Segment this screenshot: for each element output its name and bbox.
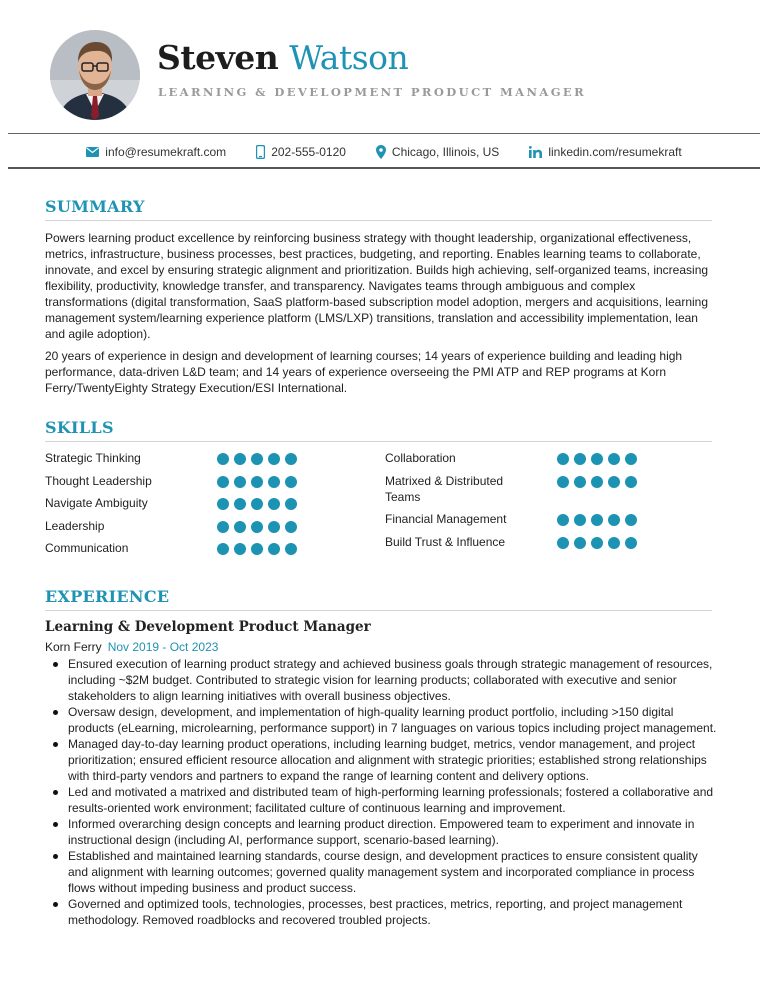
rating-dot	[268, 521, 280, 533]
list-item: Established and maintained learning standards, course design, and development practices to ensure consistent quality and alignment with learning outcomes; governed quality management system and incorporated compliance in process flows without impeding business and product success.	[45, 848, 717, 896]
rating-dot	[217, 498, 229, 510]
rating-dot	[625, 476, 637, 488]
skill-row	[45, 450, 315, 473]
skill-row	[385, 450, 655, 473]
rating-dot	[251, 498, 263, 510]
header-divider-bottom	[8, 167, 760, 169]
location-text: Chicago, Illinois, US	[391, 145, 500, 159]
summary-paragraph-2: 20 years of experience in design and development of learning courses; 14 years of experience building and leading high performance, data-driven L&D team; and 14 years of experience overseeing the PMI ATP and REP programs at Korn Ferry/TwentyEighty Strategy Execution/ESI International.	[45, 349, 683, 395]
rating-dot	[285, 498, 297, 510]
skill-rating	[217, 453, 297, 465]
profile-photo	[50, 30, 140, 120]
rating-dot	[217, 543, 229, 555]
rating-dot	[234, 498, 246, 510]
rating-dot	[217, 521, 229, 533]
skill-rating	[217, 543, 297, 555]
rating-dot	[234, 521, 246, 533]
contact-bar	[0, 140, 768, 164]
list-item: Ensured execution of learning product strategy and achieved business goals through strategic management of resources, including ~$2M budget. Contributed to strategic vision for learning products; collaborated with executive and senior stakeholders to align learning initiatives with overall business objectives.	[45, 656, 717, 704]
rating-dot	[574, 453, 586, 465]
rating-dot	[591, 537, 603, 549]
skill-name: Communication	[45, 541, 129, 555]
linkedin-text: linkedin.com/resumekraft	[548, 145, 682, 159]
skill-name: Collaboration	[385, 451, 456, 465]
rating-dot	[268, 476, 280, 488]
rating-dot	[268, 498, 280, 510]
job-title-header: LEARNING & DEVELOPMENT PRODUCT MANAGER	[158, 85, 587, 99]
skills-heading: SKILLS	[45, 418, 712, 442]
rating-dot	[591, 453, 603, 465]
rating-dot	[234, 476, 246, 488]
job-bullets	[45, 656, 717, 928]
company-name: Korn Ferry	[45, 640, 102, 654]
rating-dot	[268, 453, 280, 465]
skill-row	[385, 473, 655, 512]
first-name: Steven	[157, 38, 279, 77]
rating-dot	[591, 514, 603, 526]
skill-name: Financial Management	[385, 512, 507, 526]
rating-dot	[285, 521, 297, 533]
contact-email[interactable]	[86, 145, 226, 159]
contact-phone[interactable]	[256, 145, 346, 159]
skill-name: Build Trust & Influence	[385, 534, 506, 549]
rating-dot	[625, 537, 637, 549]
rating-dot	[591, 476, 603, 488]
experience-heading: EXPERIENCE	[45, 587, 712, 611]
skill-row	[45, 540, 315, 563]
skill-name: Matrixed & Distributed Teams	[385, 473, 504, 504]
contact-location	[376, 145, 499, 159]
rating-dot	[625, 453, 637, 465]
skill-row	[45, 495, 315, 518]
rating-dot	[557, 537, 569, 549]
rating-dot	[217, 476, 229, 488]
rating-dot	[574, 537, 586, 549]
skills-column-right	[385, 450, 655, 556]
list-item: Informed overarching design concepts and learning product direction. Empowered team to experiment and innovate in instructional design (including AI, performance support, scenario-based learning).	[45, 816, 717, 848]
rating-dot	[251, 543, 263, 555]
rating-dot	[608, 537, 620, 549]
rating-dot	[557, 514, 569, 526]
skill-row	[385, 511, 655, 534]
rating-dot	[625, 514, 637, 526]
rating-dot	[574, 476, 586, 488]
rating-dot	[251, 476, 263, 488]
skill-name: Thought Leadership	[45, 473, 152, 488]
skill-rating	[557, 514, 637, 526]
skill-rating	[557, 453, 637, 465]
rating-dot	[251, 453, 263, 465]
skill-name: Navigate Ambiguity	[45, 496, 148, 510]
rating-dot	[608, 453, 620, 465]
map-pin-icon	[376, 145, 386, 159]
header-divider-top	[8, 133, 760, 134]
phone-text: 202-555-0120	[271, 145, 346, 159]
rating-dot	[251, 521, 263, 533]
summary-paragraph-1: Powers learning product excellence by reinforcing business strategy with thought leadership, organizational effectiveness, metrics, infrastructure, business processes, best practices, budgeting, and reporting. Enables learning teams to collaborate, innovate, and excel by ensuring strategic alignment and prioritization. Builds high achieving, self-organized teams, increasing flexibility, productivity, knowledge transfer, and transparency. Navigates teams through ambiguous and complex transformations (digital transformation, SaaS platform-based subscription model adoption, mergers and acquisitions, learning management system/learning experience platform (LMS/LXP) transitions, translation and accessibility implementation, lean and agile adoption).	[45, 231, 709, 341]
list-item: Oversaw design, development, and implementation of high-quality learning product portfolio, including >150 digital products (eLearning, microlearning, performance support) in 7 languages on various topics including project management.	[45, 704, 717, 736]
skill-name: Leadership	[45, 518, 105, 533]
skill-rating	[217, 521, 297, 533]
skill-row	[45, 473, 315, 496]
contact-linkedin[interactable]	[529, 145, 681, 159]
skill-rating	[217, 498, 297, 510]
rating-dot	[268, 543, 280, 555]
job-meta	[45, 640, 218, 654]
skill-row	[45, 518, 315, 541]
rating-dot	[608, 476, 620, 488]
skills-column-left	[45, 450, 315, 563]
rating-dot	[217, 453, 229, 465]
skill-rating	[217, 476, 297, 488]
email-text: info@resumekraft.com	[105, 145, 227, 159]
rating-dot	[574, 514, 586, 526]
rating-dot	[285, 453, 297, 465]
rating-dot	[285, 476, 297, 488]
rating-dot	[557, 453, 569, 465]
rating-dot	[557, 476, 569, 488]
skill-rating	[557, 537, 637, 549]
rating-dot	[234, 453, 246, 465]
skill-name: Strategic Thinking	[45, 451, 141, 465]
skill-row	[385, 534, 655, 557]
job-dates: Nov 2019 - Oct 2023	[107, 640, 219, 654]
rating-dot	[608, 514, 620, 526]
rating-dot	[234, 543, 246, 555]
envelope-icon	[86, 147, 99, 157]
rating-dot	[285, 543, 297, 555]
list-item: Led and motivated a matrixed and distributed team of high-performing learning professionals; fostered a collaborative and results-oriented work environment; facilitated culture of continuous learning and improvement.	[45, 784, 717, 816]
list-item: Governed and optimized tools, technologies, processes, best practices, metrics, reporting, and project management methodology. Removed roadblocks and recovered troubled projects.	[45, 896, 717, 928]
list-item: Managed day-to-day learning product operations, including learning budget, metrics, vendor management, and project prioritization; ensured efficient resource allocation and alignment with strategic priorities; established strong relationships with third-party vendors and partners to expand the range of learning content and delivery options.	[45, 736, 717, 784]
last-name: Watson	[289, 38, 409, 77]
skill-rating	[557, 476, 637, 488]
linkedin-icon	[529, 146, 542, 158]
summary-heading: SUMMARY	[45, 197, 712, 221]
phone-icon	[256, 145, 265, 159]
candidate-name	[157, 38, 408, 77]
job-title: Learning & Development Product Manager	[45, 619, 371, 635]
